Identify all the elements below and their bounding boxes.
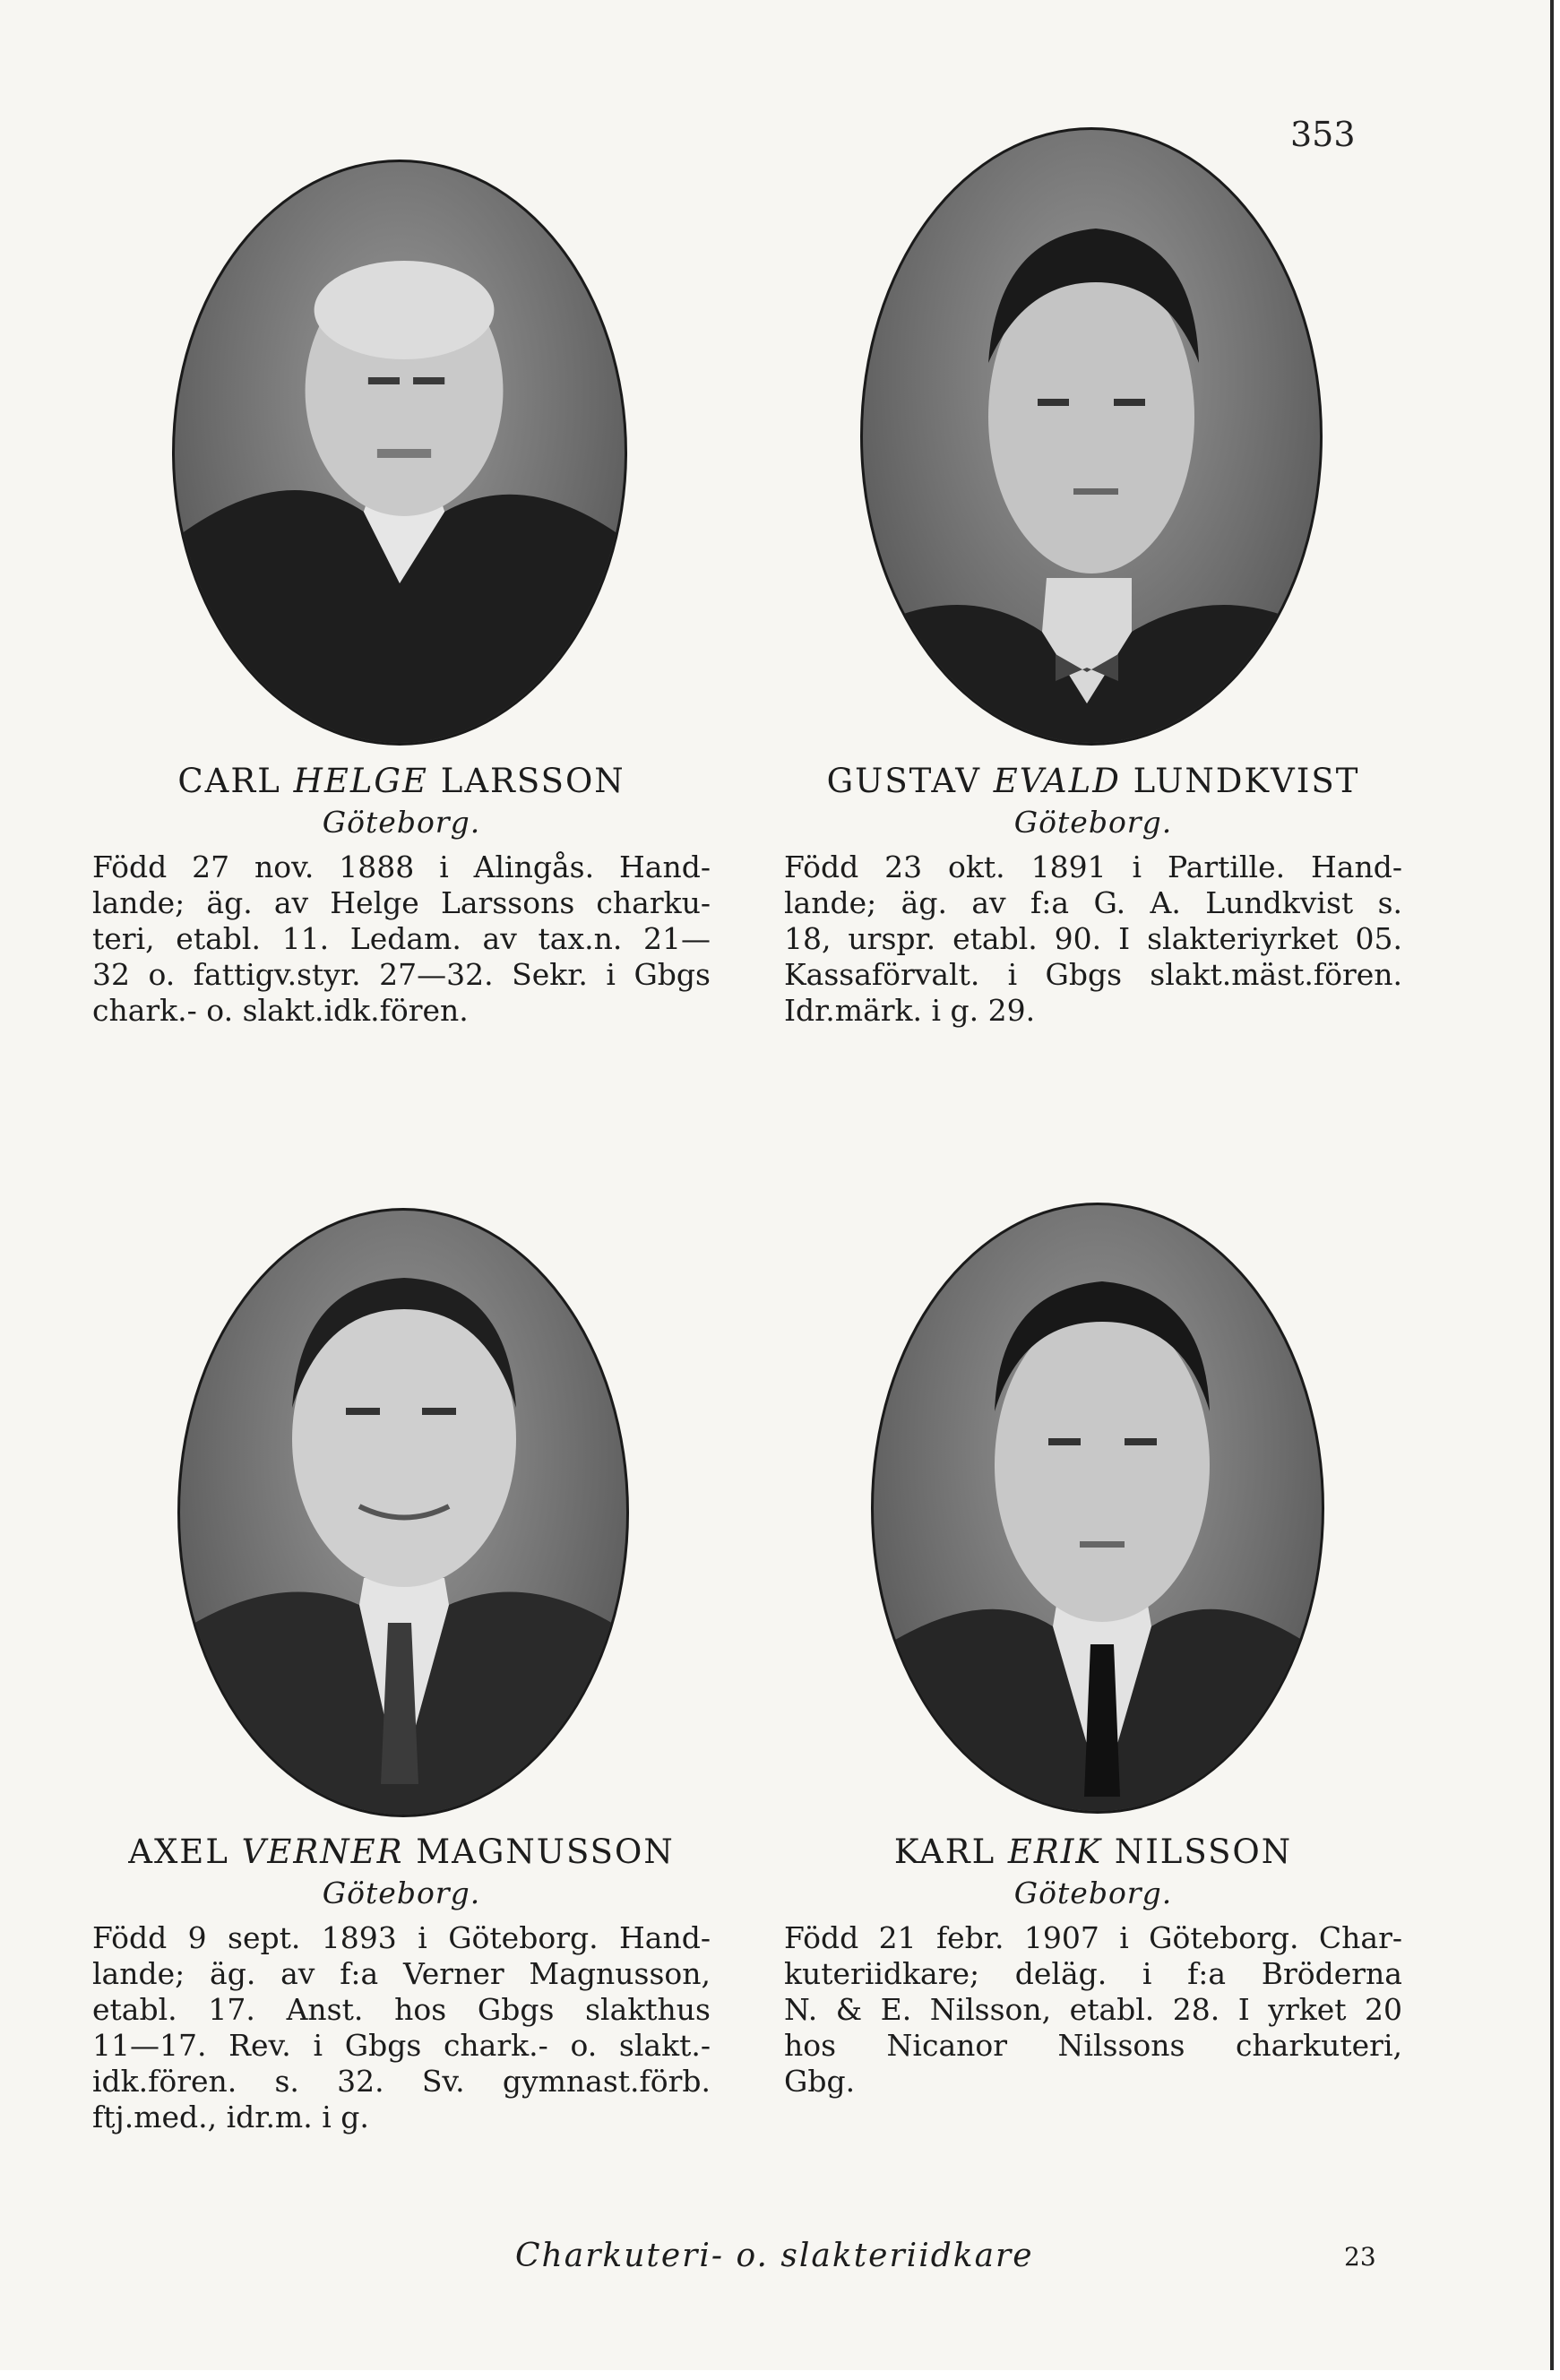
entry-nilsson <box>784 1832 1402 2100</box>
biography <box>784 1920 1402 2100</box>
name-last: NILSSON <box>1114 1832 1293 1871</box>
portrait-photo-lundkvist <box>860 127 1323 746</box>
name-given: VERNER <box>241 1832 404 1871</box>
biography <box>92 849 711 1029</box>
person-name <box>92 762 711 801</box>
portrait-photo-magnusson <box>177 1208 629 1817</box>
bio-line: etabl. 17. Anst. hos Gbgs slakthus <box>92 1992 711 2027</box>
bio-line: lande; äg. av f:a Verner Magnusson, <box>92 1956 711 1991</box>
name-first: CARL <box>177 762 281 800</box>
bio-line: lande; äg. av f:a G. A. Lundkvist s. <box>784 885 1402 920</box>
bio-line: kuteriidkare; deläg. i f:a Bröderna <box>784 1956 1402 1991</box>
bio-line: hos Nicanor Nilssons charkuteri, <box>784 2028 1402 2063</box>
bio-line: ftj.med., idr.m. i g. <box>92 2100 369 2134</box>
bio-line: chark.- o. slakt.idk.fören. <box>92 993 469 1028</box>
footer-page-number: 23 <box>1344 2242 1376 2272</box>
biography <box>784 849 1402 1029</box>
city: Göteborg. <box>1013 805 1173 840</box>
bio-line: Gbg. <box>784 2064 856 2099</box>
portrait-photo-nilsson <box>871 1203 1324 1814</box>
name-first: GUSTAV <box>826 762 981 800</box>
bio-line: 32 o. fattigv.styr. 27—32. Sekr. i Gbgs <box>92 957 711 992</box>
name-last: LUNDKVIST <box>1133 762 1360 800</box>
portrait-photo-larsson <box>172 160 627 746</box>
name-first: KARL <box>893 1832 996 1871</box>
bio-line: 11—17. Rev. i Gbgs chark.- o. slakt.- <box>92 2028 711 2063</box>
biography <box>92 1920 711 2135</box>
entry-larsson <box>92 762 711 1029</box>
bio-line: 18, urspr. etabl. 90. I slakteriyrket 05. <box>784 921 1402 956</box>
name-given: HELGE <box>293 762 428 800</box>
running-footer-title: Charkuteri- o. slakteriidkare <box>515 2238 1034 2274</box>
bio-line: Född 9 sept. 1893 i Göteborg. Hand- <box>92 1920 711 1955</box>
bio-line: lande; äg. av Helge Larssons charku- <box>92 885 711 920</box>
bio-line: Kassaförvalt. i Gbgs slakt.mäst.fören. <box>784 957 1402 992</box>
name-given: EVALD <box>993 762 1121 800</box>
entry-magnusson <box>92 1832 711 2135</box>
bio-line: Född 23 okt. 1891 i Partille. Hand- <box>784 849 1402 884</box>
person-name <box>784 762 1402 801</box>
name-last: LARSSON <box>440 762 625 800</box>
page-number: 353 <box>1290 115 1356 154</box>
person-name <box>92 1832 711 1872</box>
entry-lundkvist <box>784 762 1402 1029</box>
person-name <box>784 1832 1402 1872</box>
name-first: AXEL <box>128 1832 229 1871</box>
bio-line: Född 21 febr. 1907 i Göteborg. Char- <box>784 1920 1402 1955</box>
city: Göteborg. <box>322 1876 481 1910</box>
bio-line: teri, etabl. 11. Ledam. av tax.n. 21— <box>92 921 711 956</box>
name-last: MAGNUSSON <box>416 1832 675 1871</box>
bio-line: Född 27 nov. 1888 i Alingås. Hand- <box>92 849 711 884</box>
bio-line: N. & E. Nilsson, etabl. 28. I yrket 20 <box>784 1992 1402 2027</box>
city: Göteborg. <box>1013 1876 1173 1910</box>
city: Göteborg. <box>322 805 481 840</box>
bio-line: idk.fören. s. 32. Sv. gymnast.förb. <box>92 2064 711 2099</box>
bio-line: Idr.märk. i g. 29. <box>784 993 1036 1028</box>
name-given: ERIK <box>1007 1832 1103 1871</box>
